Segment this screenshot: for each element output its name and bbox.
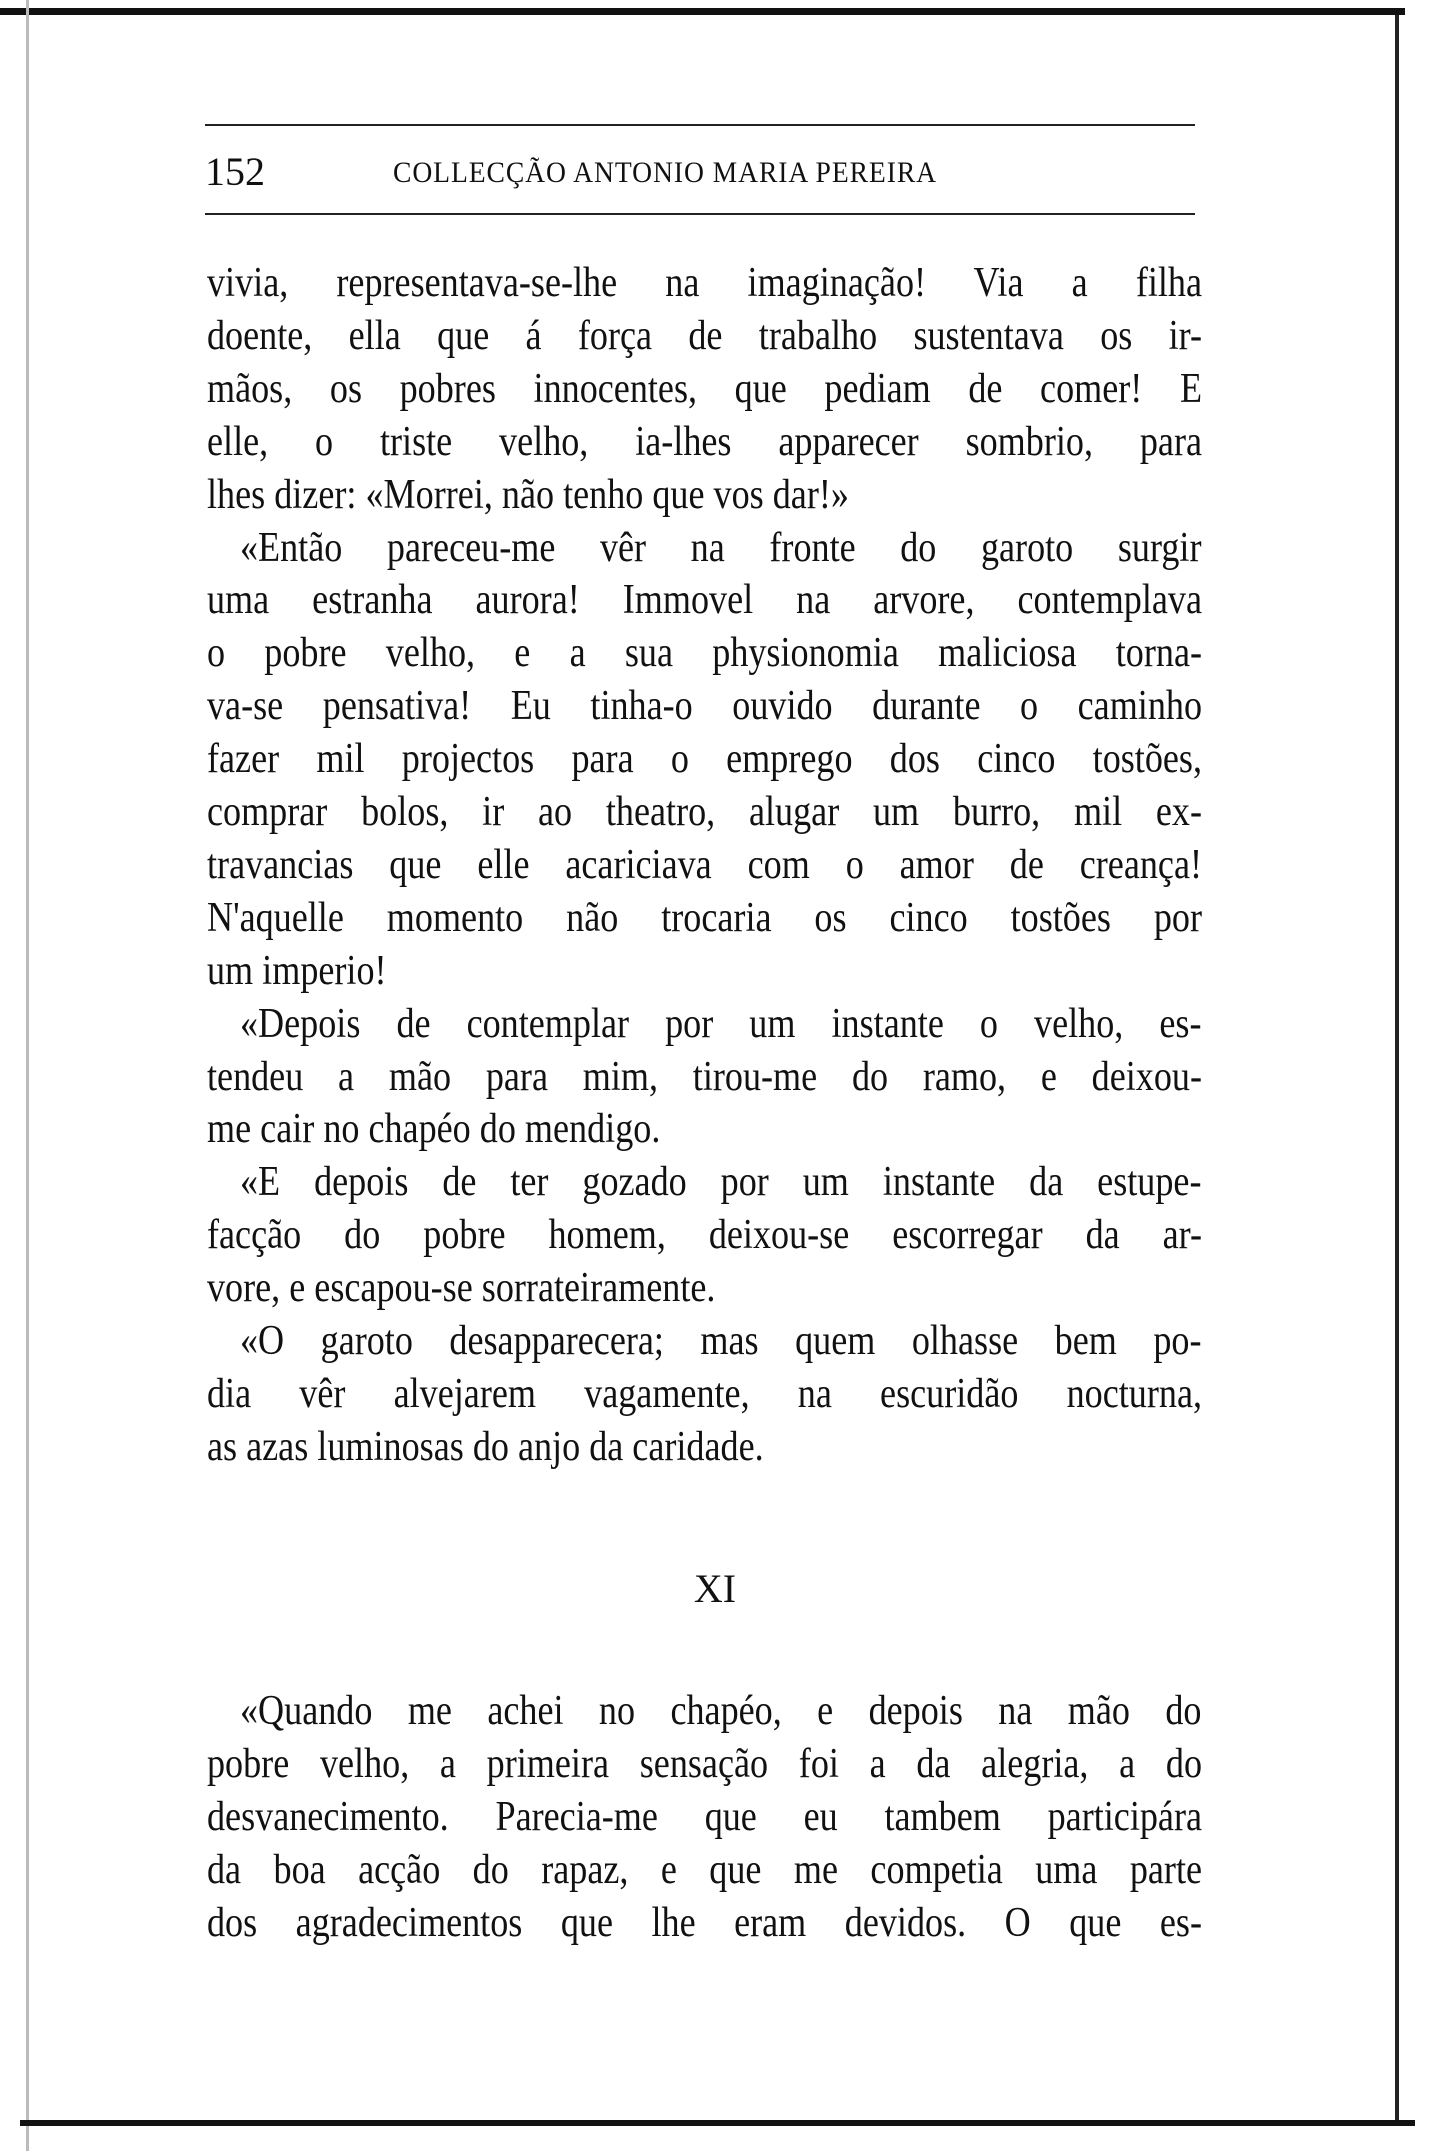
text-line: «Então pareceu-me vêr na fronte do garoto surgir: [240, 524, 1202, 571]
text-line: lhes dizer: «Morrei, não tenho que vos dar!»: [207, 471, 849, 518]
text-line: vore, e escapou-se sorrateiramente.: [207, 1265, 716, 1312]
text-line: doente, ella que á força de trabalho sustentava os ir-: [207, 312, 1203, 359]
text-line: fazer mil projectos para o emprego dos cinco tostões,: [207, 736, 1203, 783]
text-line: as azas luminosas do anjo da caridade.: [207, 1423, 764, 1470]
page-header: [205, 148, 1195, 192]
text-line: da boa acção do rapaz, e que me competia uma parte: [207, 1846, 1203, 1893]
text-line: mãos, os pobres innocentes, que pediam de comer! E: [207, 365, 1203, 412]
text-line: N'aquelle momento não trocaria os cinco tostões por: [207, 894, 1203, 941]
text-line: um imperio!: [207, 947, 387, 994]
text-line: tendeu a mão para mim, tirou-me do ramo, e deixou-: [207, 1053, 1203, 1100]
scan-bottom-border: [20, 2120, 1415, 2126]
running-title: COLLECÇÃO ANTONIO MARIA PEREIRA: [393, 156, 938, 189]
text-line: pobre velho, a primeira sensação foi a da alegria, a do: [207, 1740, 1203, 1787]
text-line: dia vêr alvejarem vagamente, na escuridão nocturna,: [207, 1370, 1203, 1417]
text-line: comprar bolos, ir ao theatro, alugar um burro, mil ex-: [207, 789, 1203, 835]
scan-left-edge: [26, 0, 29, 2151]
text-line: desvanecimento. Parecia-me que eu tambem participára: [207, 1793, 1203, 1840]
text-line: «E depois de ter gozado por um instante da estupe-: [240, 1159, 1202, 1206]
header-top-rule: [205, 124, 1195, 126]
text-line: va-se pensativa! Eu tinha-o ouvido durante o caminho: [207, 683, 1203, 730]
text-line: elle, o triste velho, ia-lhes apparecer sombrio, para: [207, 418, 1203, 465]
text-line: «Depois de contemplar por um instante o velho, es-: [240, 1000, 1202, 1047]
text-line: o pobre velho, e a sua physionomia maliciosa torna-: [207, 630, 1203, 677]
chapter-heading: XI: [693, 1566, 737, 1611]
page-number: 152: [205, 149, 265, 194]
text-line: «O garoto desapparecera; mas quem olhasse bem po-: [240, 1318, 1202, 1364]
text-line: vivia, representava-se-lhe na imaginação! Via a filha: [207, 260, 1203, 306]
text-line: travancias que elle acariciava com o amor de creança!: [207, 841, 1203, 888]
header-bottom-rule: [205, 213, 1195, 215]
text-line: dos agradecimentos que lhe eram devidos. O que es-: [207, 1899, 1203, 1946]
text-line: uma estranha aurora! Immovel na arvore, contemplava: [207, 577, 1203, 624]
text-line: «Quando me achei no chapéo, e depois na mão do: [240, 1688, 1202, 1734]
text-line: me cair no chapéo do mendigo.: [207, 1106, 661, 1153]
scan-top-border: [0, 8, 1405, 15]
scan-right-edge: [1395, 15, 1399, 2125]
text-line: facção do pobre homem, deixou-se escorregar da ar-: [207, 1212, 1203, 1259]
